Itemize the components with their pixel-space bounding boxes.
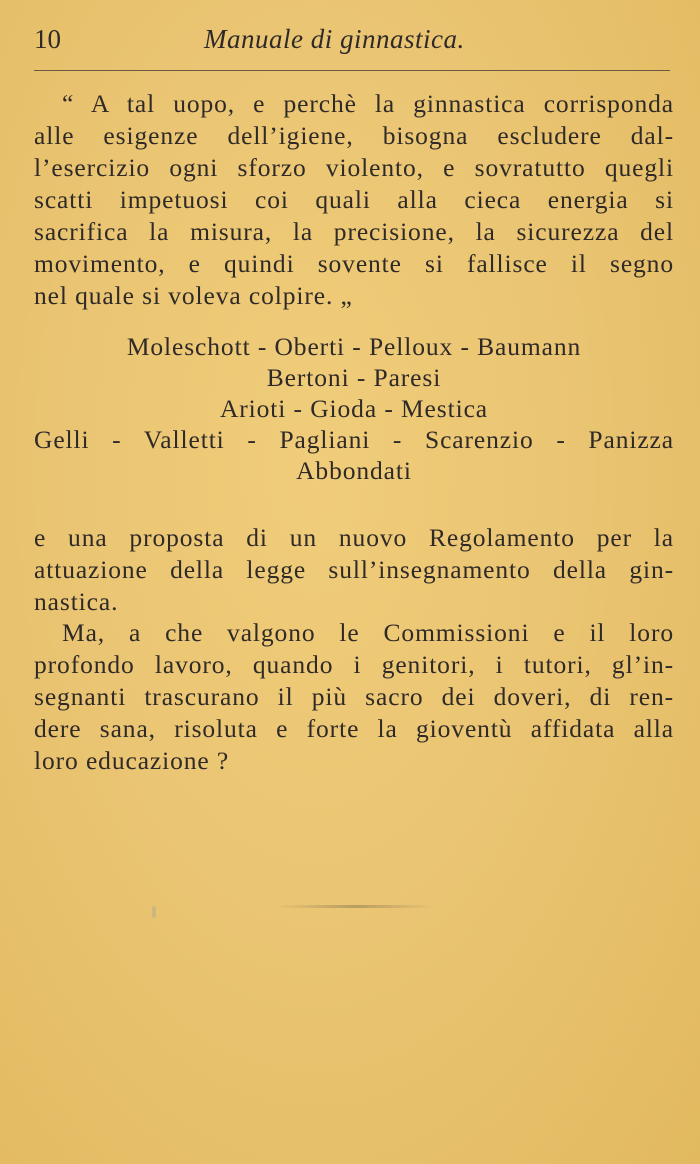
- text-line: l’esercizio ogni sforzo violento, e sovratutto quegli: [34, 153, 674, 182]
- closing-paragraph: [34, 617, 674, 777]
- text-line: movimento, e quindi sovente si fallisce il segno: [34, 249, 674, 278]
- text-line: dere sana, risoluta e forte la gioventù affidata alla: [34, 714, 674, 743]
- text-line: Ma, a che valgono le Commissioni e il loro: [62, 618, 674, 647]
- regulation-paragraph: [34, 522, 674, 618]
- commission-members-list: [34, 331, 674, 486]
- names-line: Gelli - Valletti - Pagliani - Scarenzio - Panizza: [34, 425, 674, 454]
- text-line: e una proposta di un nuovo Regolamento per la: [34, 523, 674, 552]
- text-line: loro educazione ?: [34, 746, 230, 775]
- header-rule: [34, 70, 670, 71]
- names-line: Moleschott - Oberti - Pelloux - Baumann: [126, 332, 582, 361]
- names-line: Arioti - Gioda - Mestica: [219, 394, 489, 423]
- page-number: 10: [34, 24, 61, 54]
- text-line: scatti impetuosi coi quali alla cieca energia si: [34, 185, 674, 214]
- paper-smudge: [275, 905, 435, 908]
- names-line: Abbondati: [296, 456, 412, 485]
- quotation-paragraph: [34, 88, 674, 312]
- text-line: “ A tal uopo, e perchè la ginnastica corrisponda: [62, 89, 674, 118]
- names-line: Bertoni - Paresi: [266, 363, 442, 392]
- text-line: nastica.: [34, 587, 119, 616]
- text-line: alle esigenze dell’igiene, bisogna escludere dal-: [34, 121, 674, 150]
- text-line: sacrifica la misura, la precisione, la sicurezza del: [34, 217, 674, 246]
- text-line: attuazione della legge sull’insegnamento della gin-: [34, 555, 674, 584]
- text-line: nel quale si voleva colpire. „: [34, 281, 353, 310]
- paper-mark: [152, 906, 156, 918]
- text-line: profondo lavoro, quando i genitori, i tutori, gl’in-: [34, 650, 674, 679]
- text-line: segnanti trascurano il più sacro dei doveri, di ren-: [34, 682, 674, 711]
- running-title: Manuale di ginnastica.: [204, 24, 465, 54]
- page-header: [34, 20, 674, 60]
